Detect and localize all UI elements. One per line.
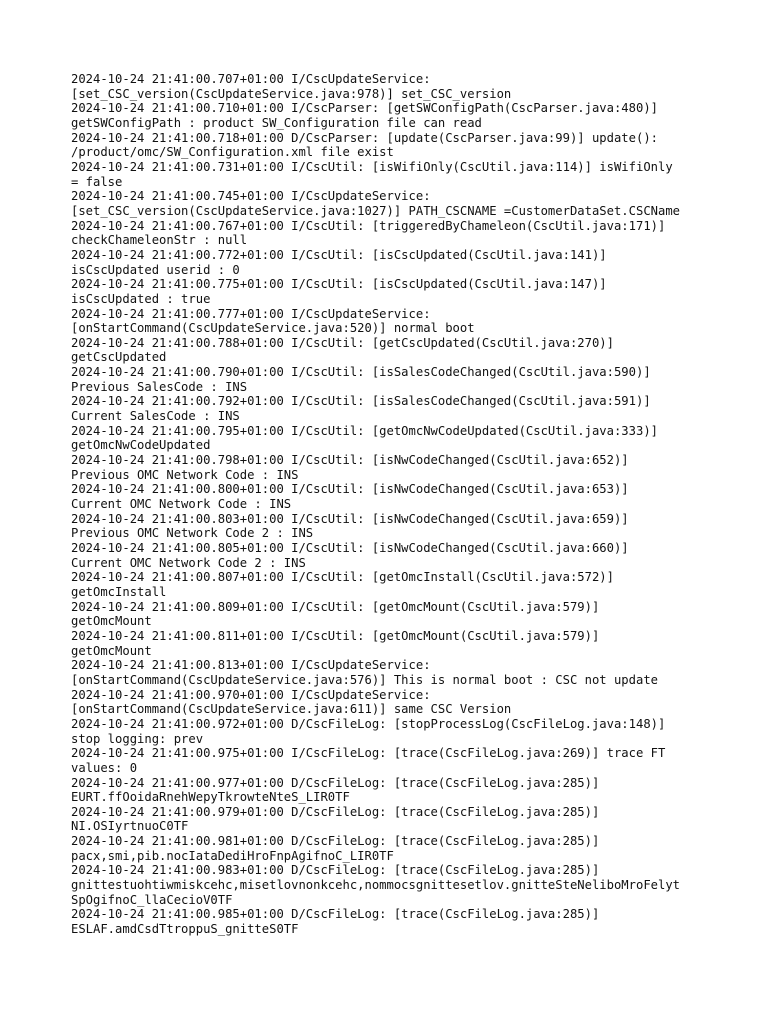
log-line: 2024-10-24 21:41:00.975+01:00 I/CscFileLog: [trace(CscFileLog.java:269)] trace FT <box>71 746 666 761</box>
log-line: SpOgifnoC_llaCecioV0TF <box>71 892 233 907</box>
log-line: ESLAF.amdCsdTtroppuS_gnitteS0TF <box>71 922 299 937</box>
log-line: /product/omc/SW_Configuration.xml file exist <box>71 145 394 160</box>
log-line: Previous OMC Network Code 2 : INS <box>71 526 314 541</box>
log-line: getOmcNwCodeUpdated <box>71 438 211 453</box>
log-line: 2024-10-24 21:41:00.798+01:00 I/CscUtil: [isNwCodeChanged(CscUtil.java:652)] <box>71 453 629 468</box>
log-line: 2024-10-24 21:41:00.972+01:00 D/CscFileLog: [stopProcessLog(CscFileLog.java:148)] <box>71 716 666 731</box>
log-line: 2024-10-24 21:41:00.772+01:00 I/CscUtil: [isCscUpdated(CscUtil.java:141)] <box>71 247 607 262</box>
log-line: 2024-10-24 21:41:00.777+01:00 I/CscUpdateService: <box>71 306 431 321</box>
log-line: 2024-10-24 21:41:00.767+01:00 I/CscUtil: [triggeredByChameleon(CscUtil.java:171)] <box>71 218 666 233</box>
log-line: pacx,smi,pib.nocIataDediHroFnpAgifnoC_LIR0TF <box>71 848 394 863</box>
log-line: 2024-10-24 21:41:00.790+01:00 I/CscUtil: [isSalesCodeChanged(CscUtil.java:590)] <box>71 365 651 380</box>
log-line: 2024-10-24 21:41:00.731+01:00 I/CscUtil: [isWifiOnly(CscUtil.java:114)] isWifiOnly <box>71 159 673 174</box>
log-line: 2024-10-24 21:41:00.718+01:00 D/CscParser: [update(CscParser.java:99)] update(): <box>71 130 658 145</box>
log-line: isCscUpdated : true <box>71 291 211 306</box>
log-line: 2024-10-24 21:41:00.788+01:00 I/CscUtil: [getCscUpdated(CscUtil.java:270)] <box>71 335 614 350</box>
log-line: [onStartCommand(CscUpdateService.java:576)] This is normal boot : CSC not update <box>71 672 658 687</box>
log-line: 2024-10-24 21:41:00.795+01:00 I/CscUtil: [getOmcNwCodeUpdated(CscUtil.java:333)] <box>71 423 658 438</box>
log-line: getOmcMount <box>71 643 152 658</box>
log-line: 2024-10-24 21:41:00.979+01:00 D/CscFileLog: [trace(CscFileLog.java:285)] <box>71 804 600 819</box>
log-line: 2024-10-24 21:41:00.970+01:00 I/CscUpdateService: <box>71 687 431 702</box>
log-line: Current OMC Network Code 2 : INS <box>71 555 306 570</box>
log-line: 2024-10-24 21:41:00.981+01:00 D/CscFileLog: [trace(CscFileLog.java:285)] <box>71 834 600 849</box>
log-line: 2024-10-24 21:41:00.745+01:00 I/CscUpdateService: <box>71 189 431 204</box>
log-line: = false <box>71 174 123 189</box>
log-line: Previous OMC Network Code : INS <box>71 467 299 482</box>
log-line: getOmcInstall <box>71 584 167 599</box>
log-line: Current SalesCode : INS <box>71 409 240 424</box>
log-line: Previous SalesCode : INS <box>71 379 248 394</box>
log-line: 2024-10-24 21:41:00.792+01:00 I/CscUtil: [isSalesCodeChanged(CscUtil.java:591)] <box>71 394 651 409</box>
log-line: [set_CSC_version(CscUpdateService.java:978)] set_CSC_version <box>71 86 512 101</box>
log-line: [set_CSC_version(CscUpdateService.java:1027)] PATH_CSCNAME =CustomerDataSet.CSCName <box>71 203 681 218</box>
log-document <box>71 72 761 937</box>
log-line: 2024-10-24 21:41:00.807+01:00 I/CscUtil: [getOmcInstall(CscUtil.java:572)] <box>71 570 614 585</box>
log-line: 2024-10-24 21:41:00.775+01:00 I/CscUtil: [isCscUpdated(CscUtil.java:147)] <box>71 277 607 292</box>
log-line: 2024-10-24 21:41:00.805+01:00 I/CscUtil: [isNwCodeChanged(CscUtil.java:660)] <box>71 541 629 555</box>
log-line: [onStartCommand(CscUpdateService.java:520)] normal boot <box>71 321 475 336</box>
log-line: EURT.ffOoidaRnehWepyTkrowteNteS_LIR0TF <box>71 790 350 805</box>
log-line: 2024-10-24 21:41:00.803+01:00 I/CscUtil: [isNwCodeChanged(CscUtil.java:659)] <box>71 511 629 526</box>
log-line: 2024-10-24 21:41:00.813+01:00 I/CscUpdateService: <box>71 658 431 673</box>
log-line: Current OMC Network Code : INS <box>71 497 292 512</box>
log-line: values: 0 <box>71 760 138 775</box>
log-line: 2024-10-24 21:41:00.983+01:00 D/CscFileLog: [trace(CscFileLog.java:285)] <box>71 863 600 878</box>
log-line: [onStartCommand(CscUpdateService.java:611)] same CSC Version <box>71 702 512 717</box>
log-line: 2024-10-24 21:41:00.811+01:00 I/CscUtil: [getOmcMount(CscUtil.java:579)] <box>71 628 600 643</box>
log-line: 2024-10-24 21:41:00.977+01:00 D/CscFileLog: [trace(CscFileLog.java:285)] <box>71 775 600 790</box>
log-line: 2024-10-24 21:41:00.710+01:00 I/CscParser: [getSWConfigPath(CscParser.java:480)] <box>71 101 658 116</box>
log-line: 2024-10-24 21:41:00.985+01:00 D/CscFileLog: [trace(CscFileLog.java:285)] <box>71 907 600 922</box>
log-line: stop logging: prev <box>71 731 204 746</box>
log-line: 2024-10-24 21:41:00.707+01:00 I/CscUpdateService: <box>71 72 431 86</box>
log-line: getSWConfigPath : product SW_Configuration file can read <box>71 115 482 130</box>
log-line: getCscUpdated <box>71 350 167 365</box>
log-line: checkChameleonStr : null <box>71 233 248 248</box>
log-line: isCscUpdated userid : 0 <box>71 262 240 277</box>
log-line: 2024-10-24 21:41:00.809+01:00 I/CscUtil: [getOmcMount(CscUtil.java:579)] <box>71 599 600 614</box>
log-line: getOmcMount <box>71 614 152 629</box>
log-line: NI.OSIyrtnuoC0TF <box>71 819 189 834</box>
log-line: 2024-10-24 21:41:00.800+01:00 I/CscUtil: [isNwCodeChanged(CscUtil.java:653)] <box>71 482 629 497</box>
log-line: gnittestuohtiwmiskcehc,misetlovnonkcehc,nommocsgnittesetlov.gnitteSteNeliboMroFelyt <box>71 878 681 893</box>
